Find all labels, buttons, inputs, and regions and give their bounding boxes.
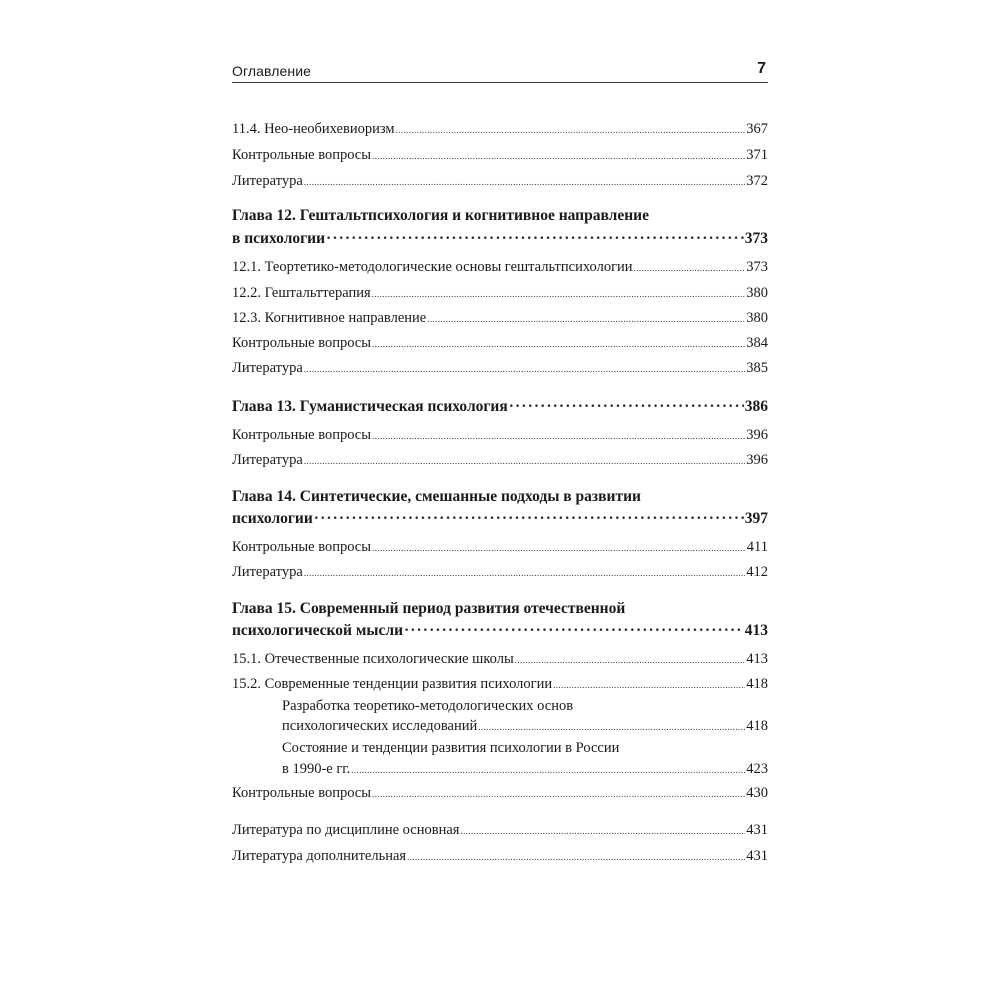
entry-page: 380 [746, 285, 768, 301]
toc-subentry[interactable] [282, 716, 768, 736]
entry-page: 386 [744, 398, 768, 415]
entry-page: 413 [746, 651, 768, 667]
toc-entry[interactable] [232, 358, 768, 378]
toc-entry[interactable] [232, 257, 768, 277]
entry-title: Литература дополнительная [232, 848, 407, 864]
dot-leader [515, 649, 746, 670]
entry-title: Контрольные вопросы [232, 147, 371, 163]
entry-page: 396 [746, 452, 768, 468]
entry-title: Глава 13. Гуманистическая психология [232, 398, 508, 415]
toc-chapter-entry[interactable] [232, 621, 768, 641]
toc-entry[interactable] [232, 145, 768, 165]
toc-page [232, 0, 768, 1000]
entry-page: 423 [746, 761, 768, 777]
toc-entry[interactable] [232, 562, 768, 582]
dot-leader [634, 257, 746, 278]
dot-leader [407, 846, 745, 867]
entry-title: 12.2. Гештальттерапия [232, 285, 371, 301]
dot-leader [509, 397, 744, 417]
toc-chapter-entry[interactable] [232, 397, 768, 417]
dot-leader [304, 358, 745, 379]
entry-page: 397 [744, 510, 768, 527]
entry-page: 385 [746, 360, 768, 376]
entry-title: в 1990-е гг. [282, 761, 351, 777]
entry-title: 12.3. Когнитивное направление [232, 310, 427, 326]
entry-title: психологии [232, 510, 313, 527]
entry-title: 12.1. Теортетико-методологические основы гештальтпсихологии [232, 259, 633, 275]
entry-page: 373 [746, 259, 768, 275]
dot-leader [326, 229, 744, 249]
entry-title: Литература по дисциплине основная [232, 822, 460, 838]
toc-subentry[interactable] [282, 759, 768, 779]
toc-entry[interactable] [232, 450, 768, 470]
entry-page: 411 [746, 539, 768, 555]
entry-title: психологической мысли [232, 622, 403, 639]
entry-page: 413 [744, 622, 768, 639]
subentry-title-line [282, 696, 768, 716]
dot-leader [372, 145, 745, 166]
chapter-title-line: Глава 14. Синтетические, смешанные подходы в развитии [232, 488, 641, 505]
entry-title: Состояние и тенденции развития психологии в России [282, 740, 620, 756]
dot-leader [304, 450, 745, 471]
toc-entry[interactable] [232, 537, 768, 557]
dot-leader [396, 119, 746, 140]
chapter-title-line: Глава 12. Гештальтпсихология и когнитивное направление [232, 207, 649, 224]
entry-page: 380 [746, 310, 768, 326]
entry-page: 430 [746, 785, 768, 801]
dot-leader [404, 621, 744, 641]
entry-title: Контрольные вопросы [232, 335, 371, 351]
entry-page: 373 [744, 230, 768, 247]
entry-title: Литература [232, 564, 303, 580]
toc-entry[interactable] [232, 846, 768, 866]
dot-leader [304, 171, 745, 192]
dot-leader [372, 783, 745, 804]
entry-title: 15.2. Современные тенденции развития психологии [232, 676, 553, 692]
toc-entry[interactable] [232, 820, 768, 840]
entry-page: 431 [746, 822, 768, 838]
toc-entry[interactable] [232, 119, 768, 139]
dot-leader [314, 509, 744, 529]
toc-entry[interactable] [232, 333, 768, 353]
toc-entry[interactable] [232, 425, 768, 445]
entry-title: Разработка теоретико-методологических основ [282, 698, 574, 714]
entry-title: Литература [232, 360, 303, 376]
entry-title: Контрольные вопросы [232, 427, 371, 443]
toc-entry[interactable] [232, 649, 768, 669]
entry-title: в психологии [232, 230, 326, 247]
entry-page: 367 [746, 121, 768, 137]
entry-title: психологических исследований [282, 718, 478, 734]
dot-leader [553, 674, 745, 695]
entry-page: 431 [746, 848, 768, 864]
toc-entry[interactable] [232, 308, 768, 328]
dot-leader [460, 820, 745, 841]
dot-leader [372, 283, 746, 304]
entry-page: 412 [746, 564, 768, 580]
page-number: 7 [757, 60, 766, 77]
entry-page: 396 [746, 427, 768, 443]
entry-page: 384 [746, 335, 768, 351]
dot-leader [372, 425, 745, 446]
entry-title: Контрольные вопросы [232, 785, 371, 801]
dot-leader [351, 759, 745, 780]
chapter-title-line: Глава 15. Современный период развития отечественной [232, 600, 626, 617]
toc-entry[interactable] [232, 783, 768, 803]
dot-leader [372, 333, 745, 354]
entry-title: Литература [232, 452, 303, 468]
running-title: Оглавление [232, 63, 312, 79]
dot-leader [372, 537, 746, 558]
subentry-title-line [282, 738, 768, 758]
toc-chapter-entry[interactable] [232, 229, 768, 249]
toc-entry[interactable] [232, 674, 768, 694]
toc-chapter-entry[interactable] [232, 509, 768, 529]
entry-page: 371 [746, 147, 768, 163]
entry-title: Контрольные вопросы [232, 539, 371, 555]
toc-entry[interactable] [232, 283, 768, 303]
entry-title: 11.4. Нео-необихевиоризм [232, 121, 395, 137]
dot-leader [304, 562, 745, 583]
entry-title: Литература [232, 173, 303, 189]
dot-leader [427, 308, 745, 329]
toc-entry[interactable] [232, 171, 768, 191]
entry-page: 418 [746, 718, 768, 734]
entry-title: 15.1. Отечественные психологические школы [232, 651, 514, 667]
page-header [232, 60, 768, 83]
dot-leader [478, 716, 745, 737]
entry-page: 372 [746, 173, 768, 189]
entry-page: 418 [746, 676, 768, 692]
